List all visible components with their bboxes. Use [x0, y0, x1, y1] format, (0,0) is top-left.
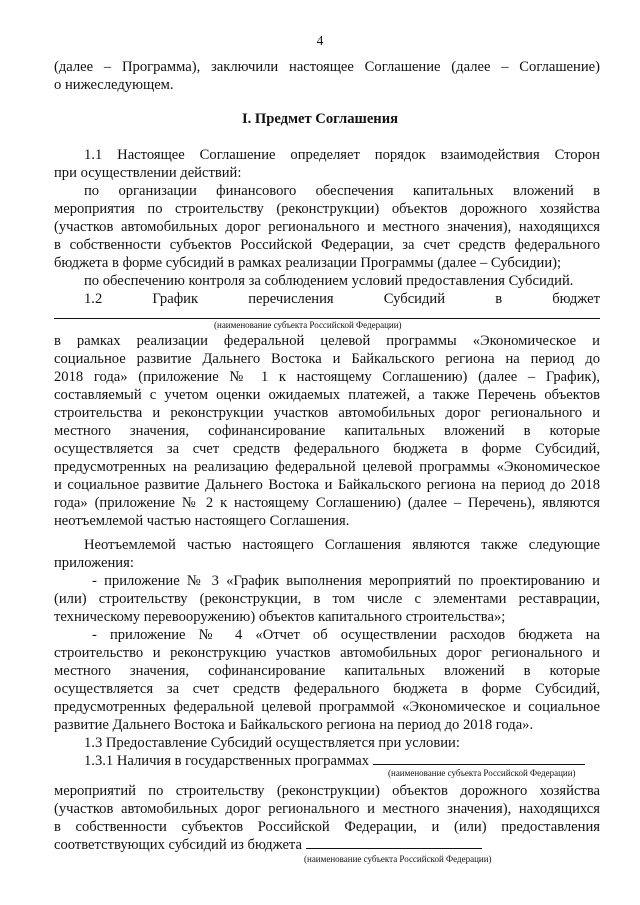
paragraph-line: (участков автомобильных дорог регионального и местного значения), находящихся [54, 801, 600, 817]
word: Субсидий [383, 291, 446, 307]
section-title: I. Предмет Соглашения [241, 111, 399, 127]
paragraph-line: неотъемлемой частью настоящего Соглашения. [54, 513, 350, 529]
paragraph-line: социальное развитие Дальнего Востока и Байкальского региона на период до [54, 351, 600, 367]
paragraph-line: бюджета в форме субсидий в рамках реализации Программы (далее – Субсидии); [54, 255, 562, 271]
word: в [495, 291, 503, 307]
word: бюджет [552, 291, 601, 307]
paragraph-line: приложения: [54, 555, 134, 571]
paragraph-line: мероприятия по строительству (реконструкции) объектов дорожного хозяйства [54, 201, 600, 217]
paragraph-line [54, 836, 600, 854]
fill-in-line [306, 848, 482, 849]
paragraph-line: года» (приложение № 2 к настоящему Соглашению) (далее – Перечень), являются [54, 495, 600, 511]
paragraph-line: составляемый с учетом оценки ожидаемых платежей, а также Перечень объектов [54, 387, 600, 403]
paragraph-line: осуществляется за счет средств федерального бюджета в форме Субсидий, [54, 681, 600, 697]
blank-caption: (наименование субъекта Российской Федерации) [214, 320, 402, 330]
paragraph-line: в рамках реализации федеральной целевой программы «Экономическое и [54, 333, 600, 349]
appendix-item: - приложение № 4 «Отчет об осуществлении расходов бюджета на [92, 627, 600, 643]
paragraph-line: по обеспечению контроля за соблюдением условий предоставления Субсидий. [84, 273, 574, 289]
intro-line: (далее – Программа), заключили настоящее Соглашение (далее – Соглашение) [54, 59, 600, 75]
paragraph-line: мероприятий по строительству (реконструкции) объектов дорожного хозяйства [54, 783, 600, 799]
paragraph-line: (или) строительству (реконструкции, в том числе с элементами реставрации, [54, 591, 600, 607]
paragraph-line: строительство и реконструкцию участков автомобильных дорог регионального и [54, 645, 600, 661]
paragraph-line: в собственности субъектов Российской Федерации, за счет средств федерального [54, 237, 600, 253]
paragraph-line: и социальное развитие Дальнего Востока и Байкальского региона на период до 2018 [54, 477, 600, 493]
word: перечисления [248, 291, 334, 307]
last-line-text: соответствующих субсидий из бюджета [54, 837, 302, 853]
paragraph-line: техническому перевооружению) объектов капитального строительства»; [54, 609, 506, 625]
blank-caption: (наименование субъекта Российской Федерации) [388, 768, 576, 778]
paragraph-line: предусмотренных на реализацию федеральной целевой программы «Экономическое [54, 459, 600, 475]
paragraph-line: 2018 года» (приложение № 1 к настоящему Соглашению) (далее – График), [54, 369, 600, 385]
paragraph-line: при осуществлении действий: [54, 165, 242, 181]
blank-caption: (наименование субъекта Российской Федерации) [304, 854, 492, 864]
word: 1.2 [84, 291, 103, 307]
word: График [152, 291, 199, 307]
appendix-item: - приложение № 3 «График выполнения мероприятий по проектированию и [92, 573, 600, 589]
clause-1-3-title: 1.3 Предоставление Субсидий осуществляется при условии: [84, 735, 460, 751]
fill-in-line [54, 318, 600, 319]
paragraph-line: Неотъемлемой частью настоящего Соглашения являются также следующие [84, 537, 600, 553]
page-number: 4 [316, 33, 324, 48]
paragraph-line: развитие Дальнего Востока и Байкальского региона на период до 2018 года». [54, 717, 534, 733]
clause-1-2-heading [84, 290, 600, 308]
paragraph-line: по организации финансового обеспечения капитальных вложений в [84, 183, 600, 199]
paragraph-line: осуществляется за счет средств федерального бюджета в форме Субсидий, [54, 441, 600, 457]
paragraph-line: в собственности субъектов Российской Федерации, и (или) предоставления [54, 819, 600, 835]
paragraph-line: 1.1 Настоящее Соглашение определяет порядок взаимодействия Сторон [84, 147, 600, 163]
fill-in-line [373, 764, 585, 765]
clause-1-3-1-text: 1.3.1 Наличия в государственных программах [84, 753, 370, 769]
paragraph-line: местного значения, софинансирование капитальных вложений в которые [54, 663, 600, 679]
paragraph-line: строительства и реконструкции участков автомобильных дорог регионального и [54, 405, 600, 421]
paragraph-line: (участков автомобильных дорог регионального и местного значения), находящихся [54, 219, 600, 235]
intro-line: о нижеследующем. [54, 77, 174, 93]
paragraph-line: предусмотренных федеральной целевой программой «Экономическое и социальное [54, 699, 600, 715]
paragraph-line: местного значения, софинансирование капитальных вложений в которые [54, 423, 600, 439]
